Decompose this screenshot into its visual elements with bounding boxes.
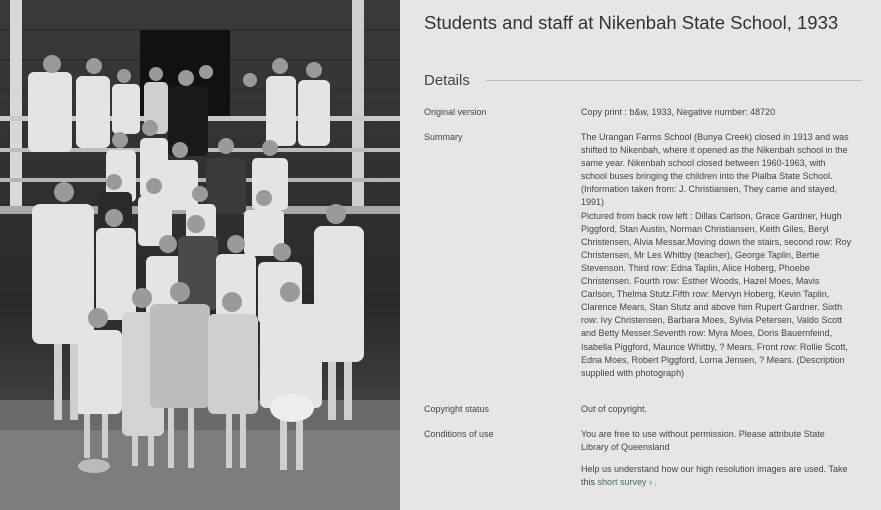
short-survey-link[interactable] (598, 477, 653, 487)
original-version-label: Original version (424, 107, 487, 117)
conditions-value (581, 428, 853, 489)
details-section-header (424, 72, 862, 89)
survey-help-text (581, 463, 853, 489)
short-survey-label: short survey (597, 477, 647, 488)
details-heading: Details (424, 72, 470, 89)
survey-help-suffix: . (654, 477, 658, 488)
school-group-photo-illustration (0, 0, 400, 510)
page-title: Students and staff at Nikenbah State School, 1933 (424, 12, 839, 33)
survey-help-prefix: Help us understand how our high resolution images are used. Take this (581, 464, 848, 488)
conditions-text: You are free to use without permission. Please attribute State Library of Queensland (581, 429, 825, 453)
summary-label: Summary (424, 132, 463, 142)
record-details-panel (400, 0, 881, 510)
summary-paragraph-1: The Urangan Farms School (Bunya Creek) closed in 1913 and was shifted to Nikenbah, where it opened as the Nikenbah school in the same year. Nikenbah school closed between 1960-1963, with school buses bringing the children into the Pialba State School. (Information taken from: J. Christiansen, They came and stayed, 1991) (581, 132, 849, 208)
conditions-label: Conditions of use (424, 429, 494, 439)
divider (486, 80, 862, 81)
historical-photo (0, 0, 400, 510)
chevron-right-icon: › (649, 477, 653, 488)
copyright-value: Out of copyright. (581, 404, 648, 414)
original-version-value: Copy print : b&w, 1933, Negative number: 48720 (581, 107, 776, 117)
copyright-label: Copyright status (424, 404, 490, 414)
summary-paragraph-2: Pictured from back row left : Dillas Carlson, Grace Gardner, Hugh Piggford, Stan Austin, Norman Christiansen, Keith Giles, Beryl Christensen, Alvia Messar.Moving down the stairs, second row: Roy Christensen, Mr Les Whitby (teacher), George Taplin, Bertie Stevenson. Third row: Edna Taplin, Alice Hoberg, Phoebe Christensen. Fourth row: Esther Woods, Hazel Moes, Mavis Carlson, Thelma Stutz.Fifth row: Mervyn Hoberg, Kevin Taplin, Clarence Mears, Stan Stutz and above him Rupert Gardner. Sixth row: Ivy Christensen, Barbara Moes, Sylvia Petersen, Valdo Scott and Betty Messer.Seventh row: Myra Moes, Doris Bauernfeind, Isabella Piggford, Maurice Whitby, ? Mears. Front row: Rollie Scott, Edna Moes, Robert Piggford, Lorna Jensen, ? Mears. (Description supplied with photograph) (581, 210, 852, 378)
summary-value (581, 131, 853, 380)
